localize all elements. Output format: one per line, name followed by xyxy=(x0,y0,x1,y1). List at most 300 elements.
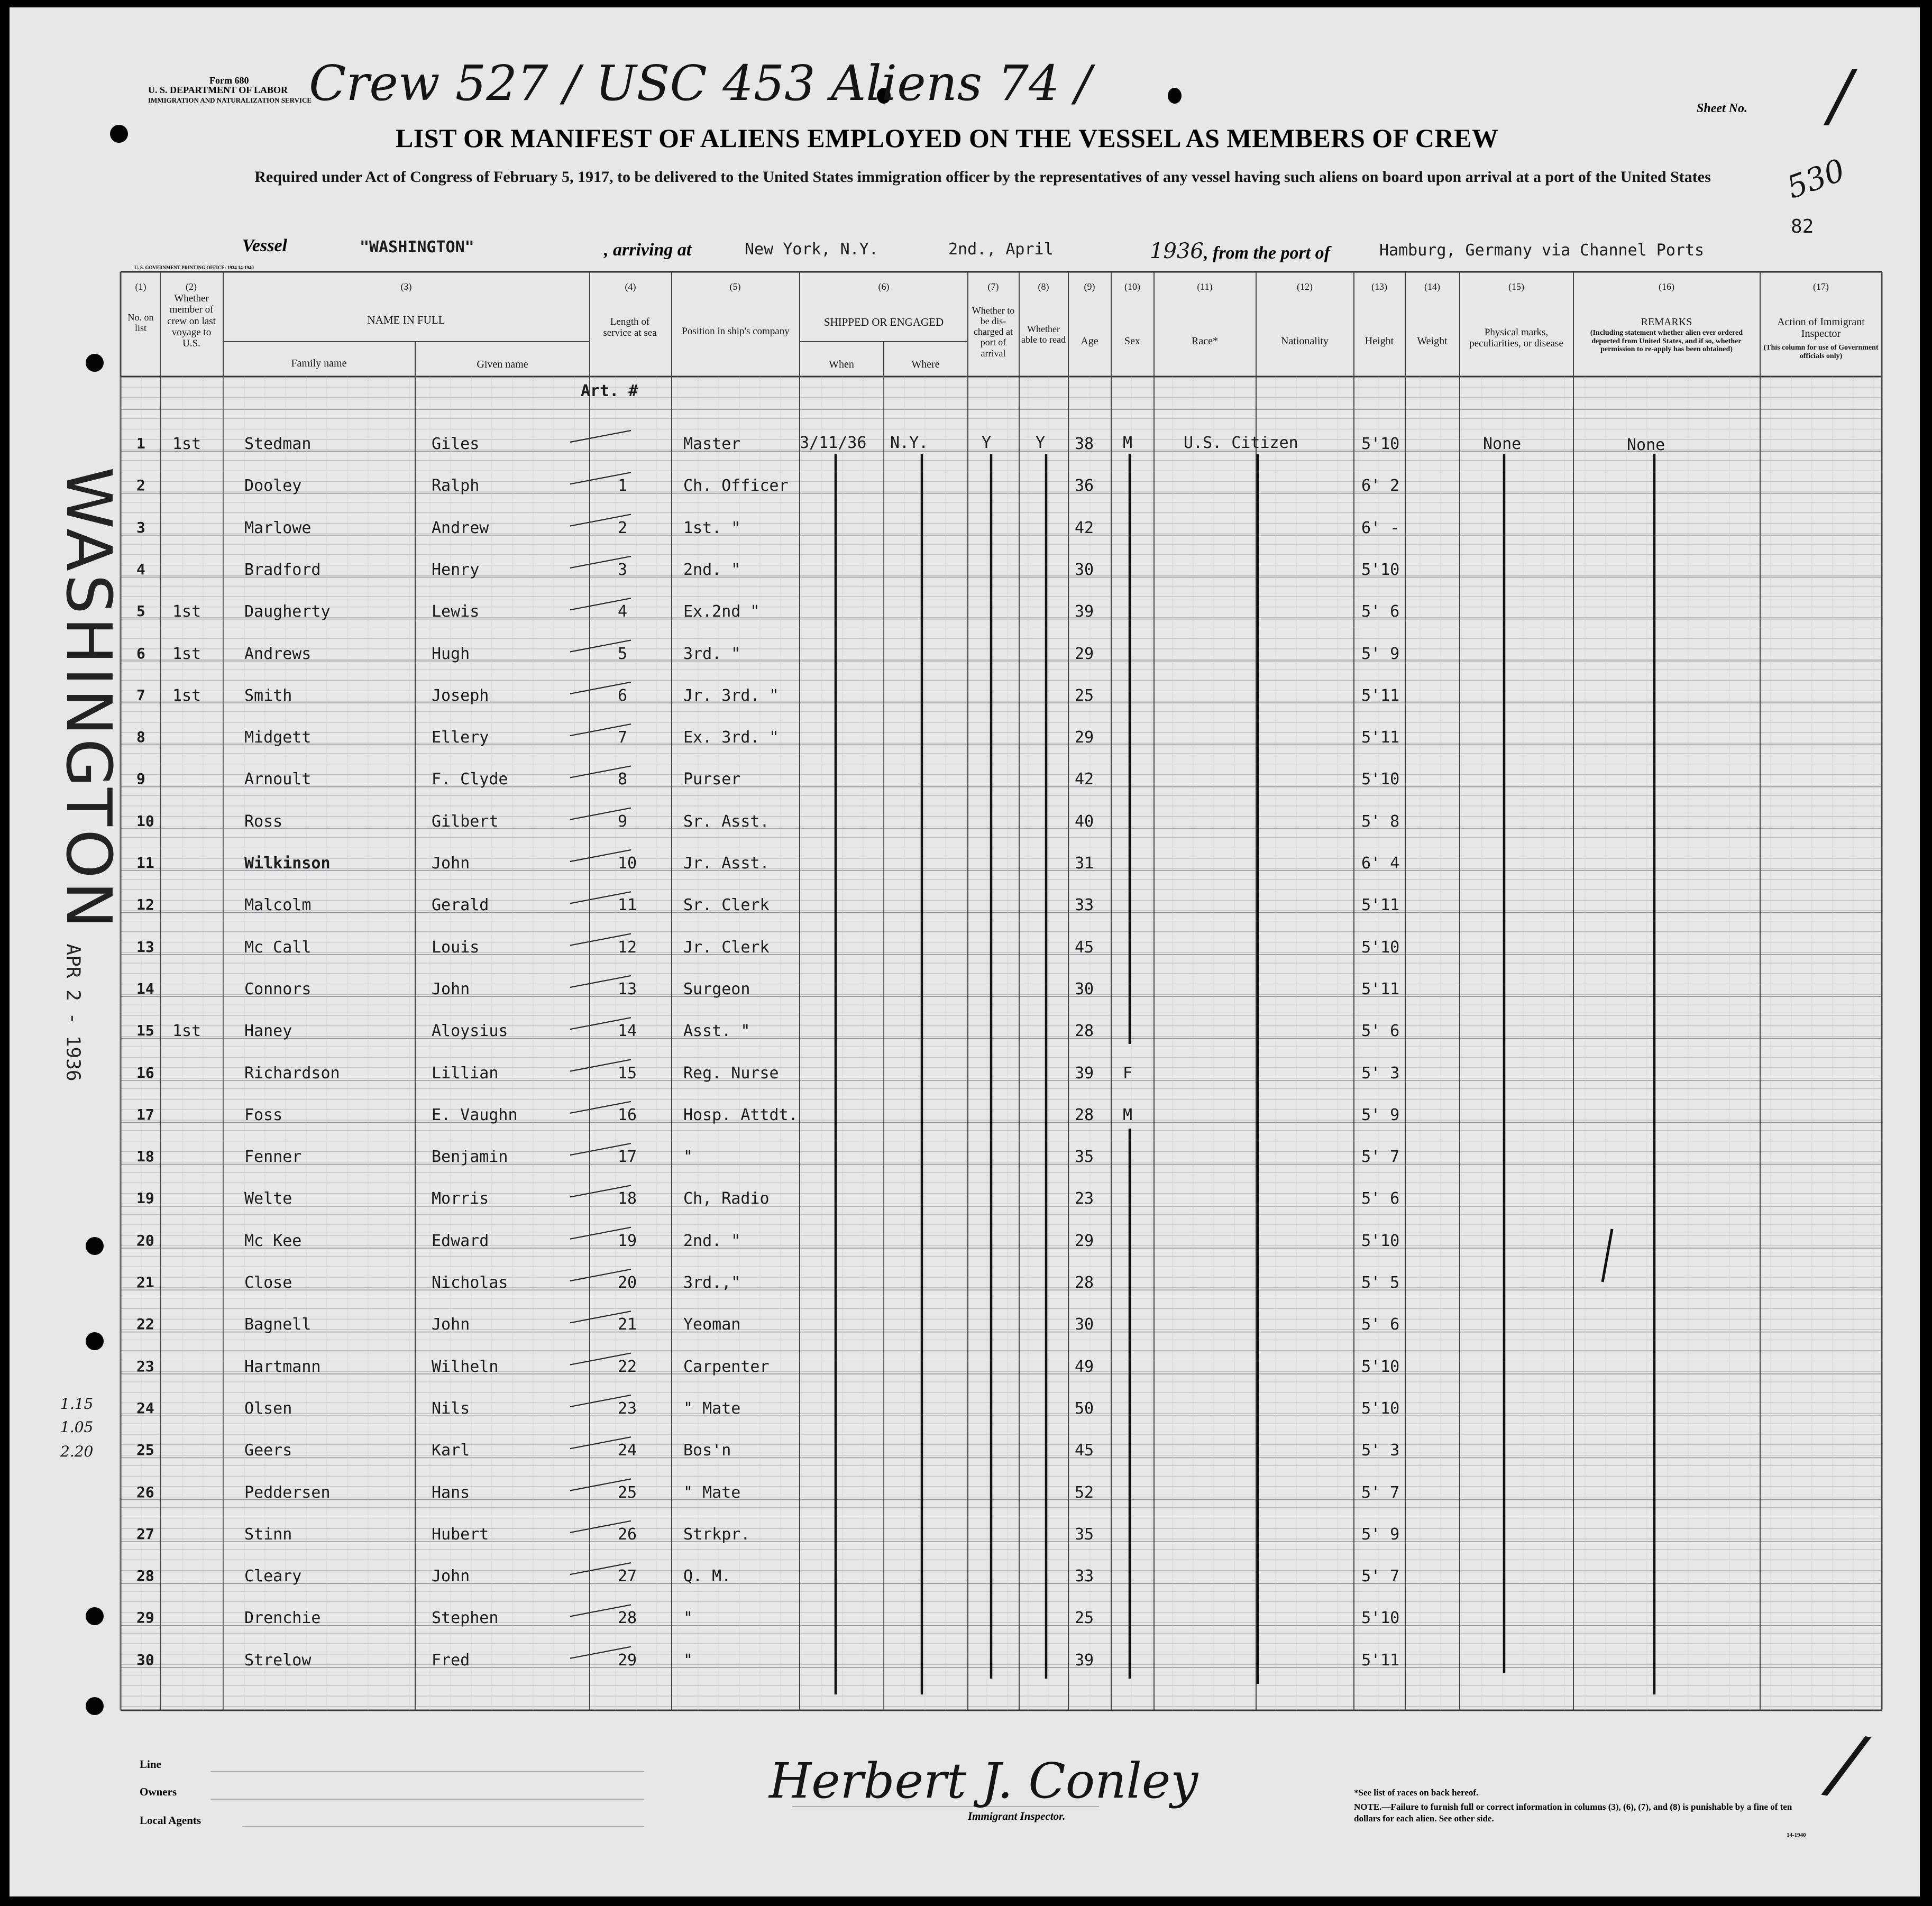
service-length: 22 xyxy=(618,1357,637,1376)
fine-note xyxy=(1354,1801,1803,1825)
height: 5'11 xyxy=(1361,1651,1400,1670)
family-name: Ross xyxy=(244,812,283,831)
given-name: Henry xyxy=(432,560,480,579)
height: 5' 6 xyxy=(1361,602,1400,621)
arrival-year: 1936 xyxy=(1150,239,1204,263)
row-number: 24 xyxy=(136,1399,154,1417)
position: 2nd. " xyxy=(683,560,741,579)
sheet-number-label: Sheet No. xyxy=(1697,102,1747,115)
shipped-when: 3/11/36 xyxy=(800,434,867,452)
position: " xyxy=(683,1651,693,1670)
height: 6' - xyxy=(1361,518,1400,537)
last-voyage: 1st xyxy=(172,1022,202,1041)
family-name: Geers xyxy=(244,1441,292,1460)
row-number: 8 xyxy=(136,728,145,746)
height: 5' 3 xyxy=(1361,1064,1400,1083)
position: Ch. Officer xyxy=(683,476,789,496)
family-name: Bradford xyxy=(244,560,321,579)
page-title: LIST OR MANIFEST OF ALIENS EMPLOYED ON THE VESSEL AS MEMBERS OF CREW xyxy=(396,123,1499,153)
row-number: 14 xyxy=(136,979,154,997)
col5-number: (5) xyxy=(729,281,741,292)
col14-label: Weight xyxy=(1417,335,1448,347)
service-length: 11 xyxy=(618,896,637,915)
position: " xyxy=(683,1609,693,1628)
age: 28 xyxy=(1075,1273,1094,1292)
margin-number: 530 xyxy=(1782,152,1850,206)
note-text: —Failure to furnish full or correct information in columns (3), (6), (7), and (8) is punishable by a fine of ten dollars for each alien. See other side. xyxy=(1354,1802,1792,1824)
service-length: 20 xyxy=(618,1273,637,1292)
age: 35 xyxy=(1075,1148,1094,1167)
given-name: John xyxy=(432,1315,470,1334)
position: Reg. Nurse xyxy=(683,1064,779,1083)
row-number: 9 xyxy=(136,770,145,788)
service-length: 7 xyxy=(618,728,628,747)
sex: F xyxy=(1123,1064,1133,1083)
col9-number: (9) xyxy=(1084,281,1095,292)
service-length: 24 xyxy=(618,1441,637,1460)
height: 5'11 xyxy=(1361,686,1400,705)
service-length: 2 xyxy=(618,518,628,537)
family-name: Stinn xyxy=(244,1525,292,1544)
given-name: Karl xyxy=(432,1441,470,1460)
height: 5'10 xyxy=(1361,770,1400,789)
position: Ex.2nd " xyxy=(683,602,760,621)
crew-count-note: Crew 527 / USC 453 Aliens 74 / xyxy=(309,55,1092,112)
height: 5' 7 xyxy=(1361,1148,1400,1167)
col10-label: Sex xyxy=(1124,335,1140,347)
vessel-stamp: WASHINGTON xyxy=(52,467,125,932)
age: 36 xyxy=(1075,476,1094,496)
inspector-signature: Herbert J. Conley xyxy=(769,1753,1198,1809)
art-label: Art. # xyxy=(581,382,638,400)
family-name: Midgett xyxy=(244,728,312,747)
family-name: Foss xyxy=(244,1105,283,1124)
age: 35 xyxy=(1075,1525,1094,1544)
position: Ex. 3rd. " xyxy=(683,728,779,747)
corner-mark: / xyxy=(1829,55,1852,135)
age: 29 xyxy=(1075,1231,1094,1250)
age: 38 xyxy=(1075,435,1094,453)
race-value: U.S. Citizen xyxy=(1184,434,1298,452)
row-number: 11 xyxy=(136,854,154,872)
service-length: 27 xyxy=(618,1567,637,1586)
given-name: Louis xyxy=(432,938,480,957)
service-length: 19 xyxy=(618,1231,637,1250)
family-name: Marlowe xyxy=(244,518,312,537)
row-number: 13 xyxy=(136,938,154,956)
inspector-label: Immigrant Inspector. xyxy=(968,1810,1066,1822)
service-length: 14 xyxy=(618,1022,637,1041)
family-name: Olsen xyxy=(244,1399,292,1418)
row-number: 28 xyxy=(136,1567,154,1585)
family-name: Connors xyxy=(244,979,312,998)
position: Yeoman xyxy=(683,1315,741,1334)
service-length: 23 xyxy=(618,1399,637,1418)
height: 5' 7 xyxy=(1361,1483,1400,1502)
col16-label: REMARKS xyxy=(1641,316,1692,328)
row-number: 17 xyxy=(136,1105,154,1123)
position: Strkpr. xyxy=(683,1525,750,1544)
position: Carpenter xyxy=(683,1357,770,1376)
given-name: John xyxy=(432,1567,470,1586)
line-label: Line xyxy=(140,1758,161,1771)
height: 6' 4 xyxy=(1361,854,1400,873)
family-name: Drenchie xyxy=(244,1609,321,1628)
from-port: Hamburg, Germany via Channel Ports xyxy=(1379,241,1705,260)
row-number: 18 xyxy=(136,1148,154,1166)
family-name: Peddersen xyxy=(244,1483,331,1502)
position: 2nd. " xyxy=(683,1231,741,1250)
check-slash xyxy=(570,430,631,442)
service-length: 13 xyxy=(618,979,637,998)
age: 30 xyxy=(1075,979,1094,998)
family-name: Dooley xyxy=(244,476,302,496)
age: 50 xyxy=(1075,1399,1094,1418)
service-length: 4 xyxy=(618,602,628,621)
given-name: Hugh xyxy=(432,644,470,663)
given-name: Stephen xyxy=(432,1609,499,1628)
row-number: 26 xyxy=(136,1483,154,1501)
service-length: 5 xyxy=(618,644,628,663)
family-name: Fenner xyxy=(244,1148,302,1167)
position: Bos'n xyxy=(683,1441,731,1460)
col6-number: (6) xyxy=(878,281,890,292)
family-name: Andrews xyxy=(244,644,312,663)
height: 5'10 xyxy=(1361,1399,1400,1418)
row-number: 20 xyxy=(136,1231,154,1249)
col6-label: SHIPPED OR ENGAGED xyxy=(823,316,944,328)
row-number: 2 xyxy=(136,476,145,494)
height: 5' 9 xyxy=(1361,644,1400,663)
col3-label: NAME IN FULL xyxy=(367,314,445,326)
col17-label: Action of Immigrant Inspector xyxy=(1777,316,1865,340)
owners-label: Owners xyxy=(140,1785,177,1798)
age: 31 xyxy=(1075,854,1094,873)
family-name: Hartmann xyxy=(244,1357,321,1376)
position: Ch, Radio xyxy=(683,1189,770,1208)
given-name: Lewis xyxy=(432,602,480,621)
printing-note: U. S. GOVERNMENT PRINTING OFFICE: 1934 14-1940 xyxy=(134,265,254,270)
service-length: 28 xyxy=(618,1609,637,1628)
col1-label: No. on list xyxy=(127,312,154,334)
given-name: Hubert xyxy=(432,1525,489,1544)
given-name: Gerald xyxy=(432,896,489,915)
col11-label: Race* xyxy=(1192,335,1218,347)
position: " xyxy=(683,1148,693,1167)
col3-number: (3) xyxy=(400,281,412,292)
height: 5' 6 xyxy=(1361,1189,1400,1208)
punch-hole xyxy=(86,1607,104,1625)
col12-number: (12) xyxy=(1297,281,1313,292)
col6-where-label: Where xyxy=(911,359,940,370)
family-name: Strelow xyxy=(244,1651,312,1670)
col15-label: Physical marks, peculiarities, or disease xyxy=(1469,327,1563,350)
col1-number: (1) xyxy=(135,281,146,292)
row-number: 7 xyxy=(136,686,145,704)
col6-when-label: When xyxy=(829,359,854,370)
row-number: 21 xyxy=(136,1273,154,1291)
row-number: 10 xyxy=(136,812,154,830)
department-label: U. S. DEPARTMENT OF LABOR xyxy=(148,85,288,95)
position: Q. M. xyxy=(683,1567,731,1586)
col5-label: Position in ship's company xyxy=(682,326,790,337)
family-name: Mc Kee xyxy=(244,1231,302,1250)
height: 5'11 xyxy=(1361,728,1400,747)
family-name: Haney xyxy=(244,1022,292,1041)
row-number: 4 xyxy=(136,560,145,578)
position: 3rd.," xyxy=(683,1273,741,1292)
col2-label: Whether member of crew on last voyage to U.S. xyxy=(167,293,216,350)
height: 5'10 xyxy=(1361,1357,1400,1376)
row-number: 25 xyxy=(136,1441,154,1459)
given-name: Joseph xyxy=(432,686,489,705)
col15-number: (15) xyxy=(1508,281,1524,292)
age: 29 xyxy=(1075,644,1094,663)
height: 5' 9 xyxy=(1361,1525,1400,1544)
service-length: 6 xyxy=(618,686,628,705)
given-name: Morris xyxy=(432,1189,489,1208)
row-number: 16 xyxy=(136,1064,154,1082)
given-name: Hans xyxy=(432,1483,470,1502)
family-name: Stedman xyxy=(244,435,312,453)
given-name: John xyxy=(432,979,470,998)
col7-label: Whether to be dis-charged at port of arrival xyxy=(972,305,1015,359)
punch-hole xyxy=(86,1237,104,1255)
given-name: Gilbert xyxy=(432,812,499,831)
col16-note: (Including statement whether alien ever ordered deported from United States, and if so, whether permission to re-apply has been obtained) xyxy=(1590,329,1743,354)
row-number: 27 xyxy=(136,1525,154,1543)
col11-number: (11) xyxy=(1197,281,1213,292)
position: Jr. Asst. xyxy=(683,854,770,873)
service-length: 15 xyxy=(618,1064,637,1083)
height: 5' 6 xyxy=(1361,1022,1400,1041)
age: 39 xyxy=(1075,602,1094,621)
footer-code: 14-1940 xyxy=(1787,1832,1806,1838)
position: 3rd. " xyxy=(683,644,741,663)
races-note: *See list of races on back hereof. xyxy=(1354,1788,1479,1798)
given-name: E. Vaughn xyxy=(432,1105,518,1124)
service-length: 26 xyxy=(618,1525,637,1544)
given-name: Lillian xyxy=(432,1064,499,1083)
given-name: Giles xyxy=(432,435,480,453)
service-length: 21 xyxy=(618,1315,637,1334)
col16-number: (16) xyxy=(1659,281,1674,292)
discharged-flag: Y xyxy=(982,434,992,452)
age: 49 xyxy=(1075,1357,1094,1376)
corner-check-mark: / xyxy=(1825,1716,1868,1812)
remarks-value: None xyxy=(1627,436,1665,454)
given-name: Ralph xyxy=(432,476,480,496)
row-number: 23 xyxy=(136,1357,154,1375)
family-name: Cleary xyxy=(244,1567,302,1586)
age: 29 xyxy=(1075,728,1094,747)
position: " Mate xyxy=(683,1399,741,1418)
bureau-label: IMMIGRATION AND NATURALIZATION SERVICE xyxy=(148,96,312,104)
col12-label: Nationality xyxy=(1281,335,1329,347)
service-length: 29 xyxy=(618,1651,637,1670)
row-number: 1 xyxy=(136,435,145,452)
position: Jr. Clerk xyxy=(683,938,770,957)
height: 5'10 xyxy=(1361,560,1400,579)
family-name: Arnoult xyxy=(244,770,312,789)
row-number: 6 xyxy=(136,644,145,662)
stray-mark xyxy=(1603,1229,1612,1282)
position: Sr. Clerk xyxy=(683,896,770,915)
age: 23 xyxy=(1075,1189,1094,1208)
position: Surgeon xyxy=(683,979,750,998)
row-number: 12 xyxy=(136,896,154,914)
position: 1st. " xyxy=(683,518,741,537)
given-name: F. Clyde xyxy=(432,770,508,789)
given-name: Nicholas xyxy=(432,1273,508,1292)
age: 45 xyxy=(1075,938,1094,957)
given-name: Wilheln xyxy=(432,1357,499,1376)
col13-number: (13) xyxy=(1371,281,1387,292)
manifest-sheet xyxy=(10,7,1920,1896)
arrival-date: 2nd., April xyxy=(948,240,1054,259)
age: 33 xyxy=(1075,1567,1094,1586)
given-name: Andrew xyxy=(432,518,489,537)
row-number: 22 xyxy=(136,1315,154,1333)
position: Purser xyxy=(683,770,741,789)
height: 5'10 xyxy=(1361,1231,1400,1250)
given-name: John xyxy=(432,854,470,873)
family-name: Malcolm xyxy=(244,896,312,915)
age: 28 xyxy=(1075,1105,1094,1124)
position: " Mate xyxy=(683,1483,741,1502)
page-subtitle: Required under Act of Congress of February 5, 1917, to be delivered to the United States immigration officer by the representatives of any vessel having such aliens on board upon arrival at a port of the United States xyxy=(254,168,1711,186)
vessel-name: "WASHINGTON" xyxy=(360,238,474,256)
col10-number: (10) xyxy=(1124,281,1140,292)
col2-number: (2) xyxy=(186,281,197,292)
row-number: 30 xyxy=(136,1651,154,1669)
service-length: 10 xyxy=(618,854,637,873)
physical-marks-value: None xyxy=(1483,435,1522,453)
col7-number: (7) xyxy=(987,281,999,292)
row-number: 19 xyxy=(136,1189,154,1207)
age: 52 xyxy=(1075,1483,1094,1502)
height: 5'11 xyxy=(1361,896,1400,915)
col4-number: (4) xyxy=(625,281,636,292)
height: 5'10 xyxy=(1361,938,1400,957)
col3-family-label: Family name xyxy=(291,358,347,369)
given-name: Ellery xyxy=(432,728,489,747)
service-length: 12 xyxy=(618,938,637,957)
sex-first: M xyxy=(1123,434,1133,452)
last-voyage: 1st xyxy=(172,435,202,453)
row-number: 29 xyxy=(136,1609,154,1627)
note-label: NOTE. xyxy=(1354,1802,1382,1812)
col8-label: Whether able to read xyxy=(1021,324,1066,345)
col17-number: (17) xyxy=(1813,281,1829,292)
service-length: 9 xyxy=(618,812,628,831)
age: 30 xyxy=(1075,560,1094,579)
age: 25 xyxy=(1075,686,1094,705)
age: 33 xyxy=(1075,896,1094,915)
col4-label: Length of service at sea xyxy=(603,316,657,339)
service-length: 25 xyxy=(618,1483,637,1502)
family-name: Bagnell xyxy=(244,1315,312,1334)
height: 5' 6 xyxy=(1361,1315,1400,1334)
date-stamp: APR 2 - 1936 xyxy=(62,943,84,1082)
row-number: 3 xyxy=(136,518,145,536)
position: Sr. Asst. xyxy=(683,812,770,831)
service-length: 8 xyxy=(618,770,628,789)
from-port-label: , from the port of xyxy=(1204,243,1330,263)
age: 28 xyxy=(1075,1022,1094,1041)
position: Asst. " xyxy=(683,1022,750,1041)
service-length: 17 xyxy=(618,1148,637,1167)
margin-calc-3: 2.20 xyxy=(60,1443,94,1460)
given-name: Benjamin xyxy=(432,1148,508,1167)
age: 30 xyxy=(1075,1315,1094,1334)
family-name: Welte xyxy=(244,1189,292,1208)
able-to-read-flag: Y xyxy=(1036,434,1046,452)
height: 5' 7 xyxy=(1361,1567,1400,1586)
col8-number: (8) xyxy=(1038,281,1049,292)
service-length: 3 xyxy=(618,560,628,579)
service-length: 18 xyxy=(618,1189,637,1208)
col17-note: (This column for use of Government officials only) xyxy=(1763,344,1879,360)
punch-hole xyxy=(86,354,104,372)
punch-hole xyxy=(86,1332,104,1350)
form-number: Form 680 xyxy=(209,75,249,86)
position: Master xyxy=(683,435,741,453)
height: 5'11 xyxy=(1361,979,1400,998)
age: 40 xyxy=(1075,812,1094,831)
position: Hosp. Attdt. xyxy=(683,1105,798,1124)
age: 39 xyxy=(1075,1064,1094,1083)
shipped-where: N.Y. xyxy=(890,434,929,452)
height: 6' 2 xyxy=(1361,476,1400,496)
family-name: Mc Call xyxy=(244,938,312,957)
row-number: 15 xyxy=(136,1022,154,1040)
last-voyage: 1st xyxy=(172,644,202,663)
given-name: Edward xyxy=(432,1231,489,1250)
height: 5' 8 xyxy=(1361,812,1400,831)
age: 25 xyxy=(1075,1609,1094,1628)
height: 5'10 xyxy=(1361,435,1400,453)
punch-hole xyxy=(86,1697,104,1715)
age: 42 xyxy=(1075,770,1094,789)
family-name: Close xyxy=(244,1273,292,1292)
age: 39 xyxy=(1075,1651,1094,1670)
col14-number: (14) xyxy=(1424,281,1440,292)
given-name: Aloysius xyxy=(432,1022,508,1041)
height: 5' 3 xyxy=(1361,1441,1400,1460)
arriving-label: , arriving at xyxy=(604,240,692,260)
row-number: 5 xyxy=(136,602,145,620)
family-name: Smith xyxy=(244,686,292,705)
col9-label: Age xyxy=(1081,335,1098,347)
age: 45 xyxy=(1075,1441,1094,1460)
sheet-number: 82 xyxy=(1791,216,1814,237)
punch-hole xyxy=(110,125,128,143)
family-name: Daugherty xyxy=(244,602,331,621)
given-name: Fred xyxy=(432,1651,470,1670)
margin-calc-1: 1.15 xyxy=(60,1395,94,1413)
age: 42 xyxy=(1075,518,1094,537)
height: 5' 5 xyxy=(1361,1273,1400,1292)
col3-given-label: Given name xyxy=(477,359,528,370)
last-voyage: 1st xyxy=(172,686,202,705)
service-length: 1 xyxy=(618,476,628,496)
last-voyage: 1st xyxy=(172,602,202,621)
family-name: Wilkinson xyxy=(244,854,331,873)
margin-calc-2: 1.05 xyxy=(60,1418,94,1436)
punch-hole xyxy=(1168,88,1182,104)
height: 5'10 xyxy=(1361,1609,1400,1628)
